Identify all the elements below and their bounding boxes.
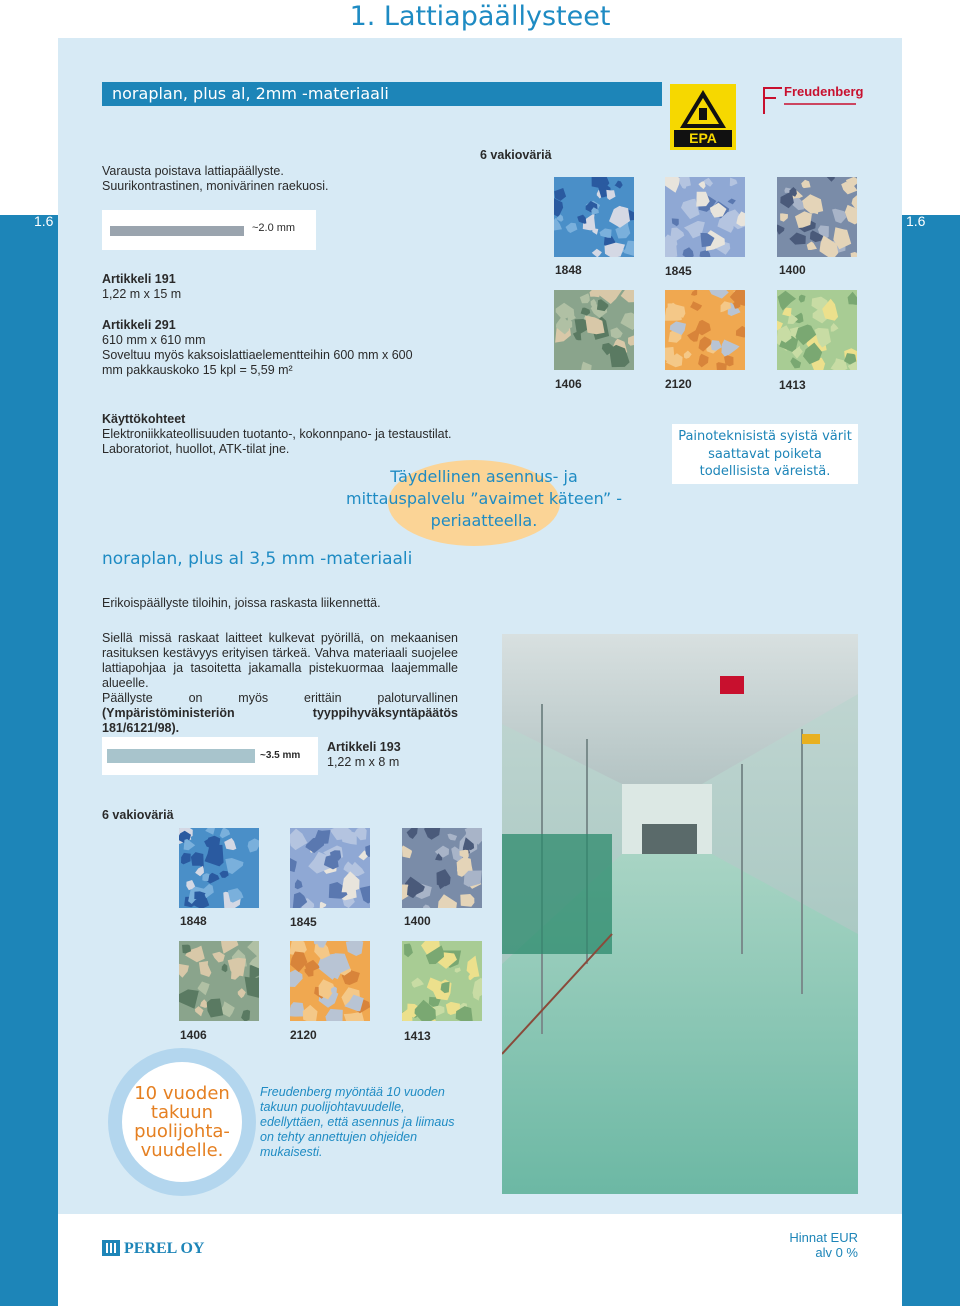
swatch-code: 1845: [290, 915, 317, 929]
floor-profile-icon: [107, 749, 255, 763]
usage-line: Elektroniikkateollisuuden tuotanto-, kokonnpano- ja testaustilat.: [102, 427, 452, 441]
swatch-code: 1413: [779, 378, 806, 392]
section-number-right: 1.6: [906, 213, 926, 229]
thickness-label: ~3.5 mm: [260, 750, 301, 761]
swatch-code: 1406: [555, 377, 582, 391]
swatch-tile: [290, 941, 370, 1021]
floor-profile-icon: [110, 226, 244, 236]
freudenberg-wordmark: Freudenberg: [784, 84, 864, 99]
left-edge-bar: [0, 215, 58, 1306]
article-line: Soveltuu myös kaksoislattiaelementteihin 600 mm x 600: [102, 348, 413, 362]
warranty-text: Freudenberg myöntää 10 vuoden takuun puolijohtavuudelle, edellyttäen, että asennus ja liimaus on tehty annettujen ohjeiden mukaisesti.: [260, 1085, 455, 1159]
epa-label: EPA: [689, 130, 717, 146]
swatch-tile: [665, 290, 745, 370]
article-title: Artikkeli 291: [102, 318, 176, 332]
swatch-code: 1413: [404, 1029, 431, 1043]
desc-line: Suurikontrastinen, monivärinen raekuosi.: [102, 179, 329, 193]
section2-paragraph: [102, 691, 458, 736]
article-191: [102, 272, 181, 302]
price-vat: alv 0 %: [815, 1245, 858, 1260]
right-edge-bar: [902, 215, 960, 1306]
swatch-tile: [402, 828, 482, 908]
swatch-tile: [665, 177, 745, 257]
swatch-code: 1400: [404, 914, 431, 928]
swatch-code: 2120: [290, 1028, 317, 1042]
freudenberg-logo: [762, 84, 864, 116]
swatch-code: 1406: [180, 1028, 207, 1042]
section1-title-band: noraplan, plus al, 2mm -materiaali: [102, 82, 662, 106]
article-line: 610 mm x 610 mm: [102, 333, 206, 347]
thickness-sample-box: [102, 210, 316, 250]
footer: [58, 1214, 902, 1306]
perel-logo-icon: [102, 1240, 120, 1256]
article-line: mm pakkauskoko 15 kpl = 5,59 m²: [102, 363, 293, 377]
swatch-tile: [554, 290, 634, 370]
usage-block: [102, 412, 482, 457]
swatch-code: 1400: [779, 263, 806, 277]
print-note: Painoteknisistä syistä värit saattavat poiketa todellisista väreistä.: [678, 429, 852, 479]
article-title: Artikkeli 191: [102, 272, 176, 286]
print-note-box: [672, 424, 858, 484]
section2-body: [102, 631, 458, 736]
swatch-tile: [777, 290, 857, 370]
warranty-badge-text: [122, 1084, 242, 1160]
page-title: 1. Lattiapäällysteet: [349, 1, 611, 32]
swatch-tile: [179, 828, 259, 908]
article-size: 1,22 m x 8 m: [327, 755, 400, 769]
swatch-code: 1845: [665, 264, 692, 278]
article-291: [102, 318, 422, 378]
company-name: PEREL OY: [124, 1240, 205, 1257]
section2-swatch-heading: 6 vakioväriä: [102, 808, 174, 822]
swatch-tile: [554, 177, 634, 257]
article-193: [327, 740, 401, 770]
article-size: 1,22 m x 15 m: [102, 287, 182, 301]
price-note: [740, 1230, 858, 1260]
warranty-line: 10 vuoden: [134, 1083, 230, 1104]
section2-paragraph: Siellä missä raskaat laitteet kulkevat pyörillä, on mekaanisen rasituksen kestävyys erityisen tärkeä. Vahva materiaali suojelee lattiapohjaa ja tasoitetta jakamalla pistekuormaa laajemmalle alueelle.: [102, 631, 458, 690]
usage-title: Käyttökohteet: [102, 412, 186, 426]
swatch-tile: [290, 828, 370, 908]
warranty-line: takuun: [150, 1102, 214, 1123]
swatch-tile: [179, 941, 259, 1021]
swatch-code: 2120: [665, 377, 692, 391]
cleanroom-photo: [502, 634, 858, 1194]
cleanroom-illustration: [502, 634, 858, 1194]
section1-description: [102, 164, 402, 194]
thickness-sample-box-2: [102, 737, 318, 775]
swatch-code: 1848: [555, 263, 582, 277]
thickness-label: ~2.0 mm: [252, 222, 296, 234]
section-number-left: 1.6: [34, 213, 54, 229]
section2-intro: Erikoispäällyste tiloihin, joissa raskasta liikennettä.: [102, 596, 381, 610]
approval-reference: (Ympäristöministeriön tyyppihyväksyntäpäätös 181/6121/98).: [102, 706, 458, 735]
article-title: Artikkeli 193: [327, 740, 401, 754]
epa-badge: [670, 84, 736, 150]
fire-safety-text: Päällyste on myös erittäin paloturvallinen: [102, 691, 458, 705]
swatch-code: 1848: [180, 914, 207, 928]
section1-swatch-heading: 6 vakioväriä: [480, 148, 552, 162]
swatch-tile: [402, 941, 482, 1021]
warranty-line: vuudelle.: [140, 1140, 224, 1161]
section2-title: noraplan, plus al 3,5 mm -materiaali: [102, 549, 413, 569]
warranty-line: puolijohta-: [134, 1121, 230, 1142]
service-quote: Täydellinen asennus- ja mittauspalvelu ”avaimet käteen” -periaatteella.: [345, 467, 622, 530]
desc-line: Varausta poistava lattiapäällyste.: [102, 164, 284, 178]
usage-line: Laboratoriot, huollot, ATK-tilat jne.: [102, 442, 290, 456]
price-currency: Hinnat EUR: [789, 1230, 858, 1245]
swatch-tile: [777, 177, 857, 257]
